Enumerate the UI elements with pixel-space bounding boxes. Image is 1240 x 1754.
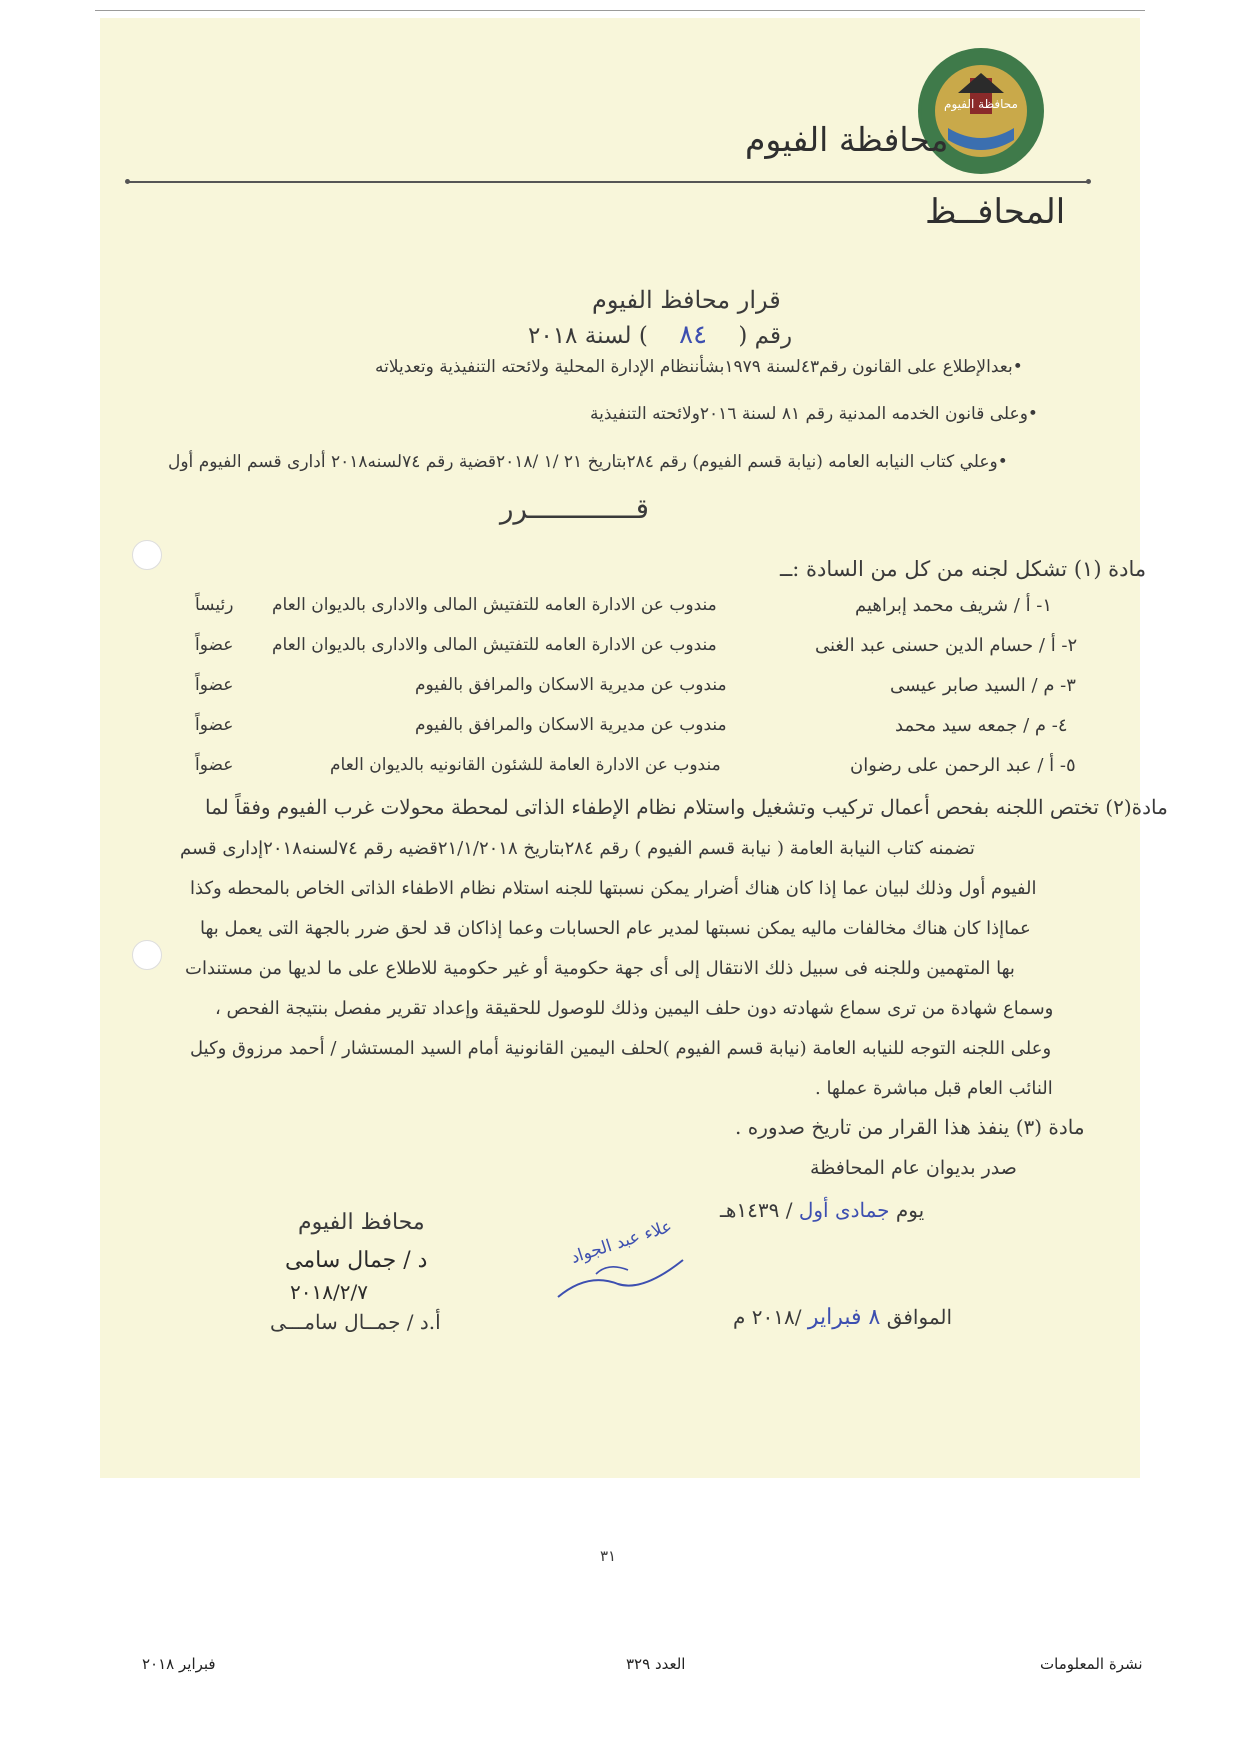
gregorian-date-year: /٢٠١٨ م [733,1305,802,1329]
article-2-line: وعلى اللجنه التوجه للنيابه العامة (نيابة قسم الفيوم )لحلف اليمين القانونية أمام السيد المستشار / أحمد مرزوق وكيل [190,1038,1052,1059]
issued-at: صدر بديوان عام المحافظة [810,1157,1017,1179]
signatory-handwritten-name: د / جمال سامى [285,1248,428,1273]
member-role: عضواً [195,755,234,775]
gregorian-date-prefix: الموافق [886,1305,953,1329]
member-name: ٥- أ / عبد الرحمن على رضوان [850,755,1076,776]
member-org: مندوب عن الادارة العامة للشئون القانونيه بالديوان العام [330,755,721,775]
punch-hole [132,940,162,970]
member-org: مندوب عن الادارة العامه للتفتيش المالى والادارى بالديوان العام [272,635,717,655]
member-name: ٢- أ / حسام الدين حسنى عبد الغنى [815,635,1078,656]
signature-text: علاء عبد الجواد [568,1216,675,1269]
member-org: مندوب عن مديرية الاسكان والمرافق بالفيوم [415,715,727,735]
office-title: المحافــظ [925,192,1066,232]
member-role: عضواً [195,715,234,735]
logo-text: محافظة الفيوم [944,97,1018,111]
blue-signature [548,1212,698,1311]
member-name: ٤- م / جمعه سيد محمد [895,715,1068,736]
gregorian-date-handwritten: ٨ فبراير [807,1305,881,1330]
signatory-title: محافظ الفيوم [298,1210,425,1235]
signatory-handwritten-date: ٢٠١٨/٢/٧ [290,1280,368,1304]
preamble-line: •وعلي كتاب النيابه العامه (نيابة قسم الفيوم) رقم ٢٨٤بتاريخ ٢١ /١ /٢٠١٨قضية رقم ٧٤لسنه٢٠١٨ أدارى قسم الفيوم أول [168,452,1008,472]
decided-heading: قـــــــــــــرر [500,492,649,525]
signatory-printed-name: أ.د / جمــال سامـــى [270,1310,441,1334]
article-2-heading: مادة(٢) تختص اللجنه بفحص أعمال تركيب وتشغيل واستلام نظام الإطفاء الذاتى لمحطة محولات غرب الفيوم وفقاً لما [205,795,1168,819]
hijri-date-handwritten: جمادى أول [798,1198,890,1222]
header-rule [128,181,1088,183]
hijri-date-prefix: يوم [895,1198,925,1222]
decision-number-line [528,320,792,350]
footer-issue: العدد ٣٢٩ [626,1655,686,1673]
article-2-line: عماإذا كان هناك مخالفات ماليه يمكن نسبتها لمدير عام الحسابات وعما إذاكان قد لحق ضرر بالجهة التى يعمل بها [200,918,1031,939]
footer-date: فبراير ٢٠١٨ [142,1655,216,1673]
member-role: رئيساً [195,595,234,615]
top-rule [95,10,1145,11]
article-2-line: وسماع شهادة من ترى سماع شهادته دون حلف اليمين وذلك للوصول للحقيقة وإعداد تقرير مفصل بنتيجة الفحص ، [215,998,1054,1019]
article-2-line: بها المتهمين وللجنه فى سبيل ذلك الانتقال إلى أى جهة حكومية أو غير حكومية للاطلاع على ما لديها من مستندات [185,958,1015,979]
footer-publication: نشرة المعلومات [1040,1655,1143,1673]
decision-number-suffix: ) لسنة ٢٠١٨ [528,323,648,349]
article-2-line: النائب العام قبل مباشرة عملها . [815,1078,1053,1099]
member-org: مندوب عن مديرية الاسكان والمرافق بالفيوم [415,675,727,695]
member-role: عضواً [195,635,234,655]
gregorian-date [733,1305,952,1330]
preamble-line: •وعلى قانون الخدمه المدنية رقم ٨١ لسنة ٢٠١٦ولائحته التنفيذية [590,404,1038,424]
member-role: عضواً [195,675,234,695]
header-rule-dot-right [1086,179,1091,184]
article-3: مادة (٣) ينفذ هذا القرار من تاريخ صدوره . [735,1115,1085,1139]
punch-hole [132,540,162,570]
page-number: ٣١ [600,1547,617,1565]
article-2-line: تضمنه كتاب النيابة العامة ( نيابة قسم الفيوم ) رقم ٢٨٤بتاريخ ٢١/١/٢٠١٨قضيه رقم ٧٤لسنه٢٠١٨إدارى قسم [180,838,975,859]
article-1-heading: مادة (١) تشكل لجنه من كل من السادة :ــ [780,557,1147,581]
hijri-date-year: / ١٤٣٩هـ [720,1198,793,1222]
header-rule-dot-left [125,179,130,184]
decision-number-prefix: رقم ( [738,323,793,349]
hijri-date [720,1198,924,1222]
article-2-line: الفيوم أول وذلك لبيان عما إذا كان هناك أضرار يمكن نسبتها للجنه استلام نظام الاطفاء الذاتى الخاص بالمحطه وكذا [190,878,1037,899]
preamble-line: •بعدالإطلاع على القانون رقم٤٣لسنة ١٩٧٩بشأننظام الإدارة المحلية ولائحته التنفيذية وتعديلاته [375,357,1023,377]
decision-title: قرار محافظ الفيوم [592,286,781,314]
decision-number: ٨٤ [679,320,708,350]
member-name: ١- أ / شريف محمد إبراهيم [855,595,1053,616]
member-org: مندوب عن الادارة العامه للتفتيش المالى والادارى بالديوان العام [272,595,717,615]
governorate-name: محافظة الفيوم [745,120,949,159]
member-name: ٣- م / السيد صابر عيسى [890,675,1076,696]
